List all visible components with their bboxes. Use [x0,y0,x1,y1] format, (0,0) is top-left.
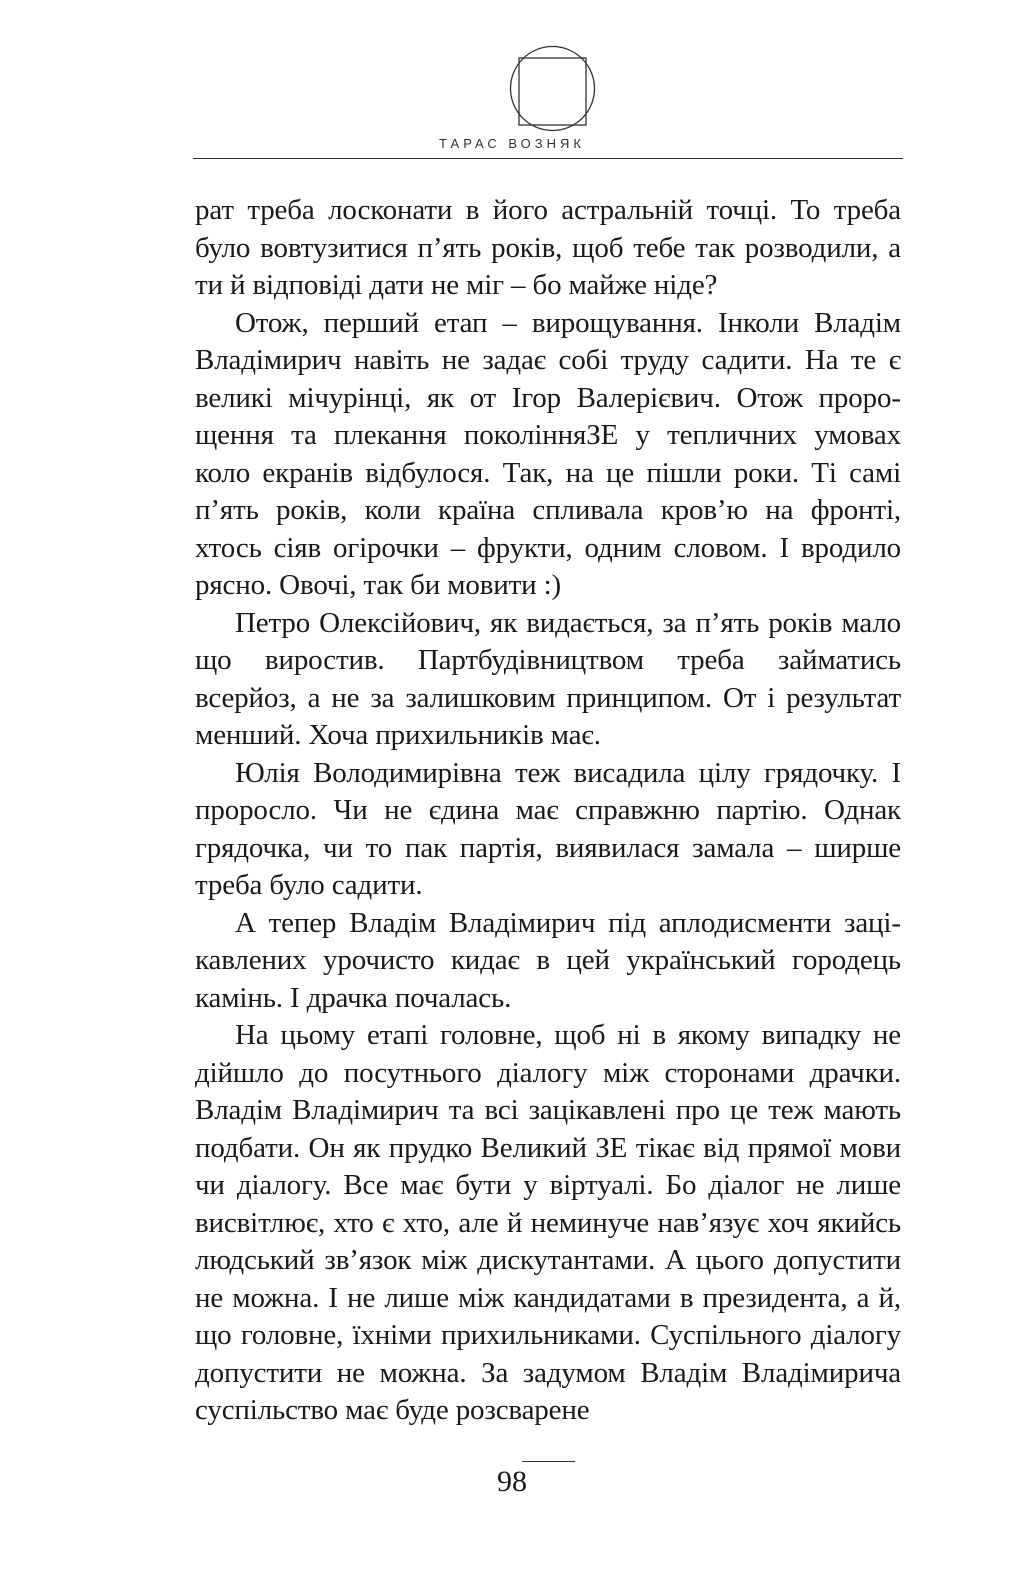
circle-square-logo-icon [509,45,596,132]
header-divider [193,158,903,159]
page-number: 98 [497,1465,527,1498]
paragraph: На цьому етапі головне, щоб ні в якому випадку не дійшло до посутнього діалогу між сторонами драчки. Владім Владімирич та всі зацікавлені про це теж мають подбати. Он як прудко Великий ЗЕ тікає від прямої мови чи діалогу. Все має бути у віртуалі. Бо діалог не лише висвітлює, хто є хто, але й неминуче нав’язує хоч якийсь людський зв’язок між дискутантами. А цього допустити не можна. І не лише між кандидатами в президента, а й, що головне, їхніми прихильниками. Суспільного діалогу допустити не можна. За задумом Владім Владімирича суспільство має буде розсварене [195,1019,901,1426]
paragraph: Петро Олексійович, як видається, за п’ять років мало що виростив. Партбудівництвом треба займатись всерйоз, а не за залишковим принципом. От і результат менший. Хоча прихильників має. [195,606,901,751]
paragraph: Юлія Володимирівна теж висадила цілу грядочку. І проросло. Чи не єдина має справжню партію. Однак грядочка, чи то пак партія, виявилася замала – ширше треба було садити. [195,756,901,901]
paragraph: рат треба лосконати в його астральній точці. То треба було вовтузитися п’ять років, щоб тебе так розводили, а ти й відповіді дати не міг – бо майже ніде? [195,194,901,301]
paragraph: Отож, перший етап – вирощування. Інколи Владім Владімирич навіть не задає собі труду садити. На те є великі мічурінці, як от Ігор Валерієвич. Отож пророщення та плекання поколінняЗЕ у тепличних умовах коло екранів відбулося. Так, на це пішли роки. Ті самі п’ять років, коли країна спливала кров’ю на фронті, хтось сіяв огірочки – фрукти, одним словом. І вродило рясно. Овочі, так би мовити :) [195,306,901,601]
body-text [195,192,901,1430]
paragraph: А тепер Владім Владімирич під аплодисменти зацікавлених урочисто кидає в цей український городець камінь. І драчка почалась. [195,906,901,1014]
footer-divider [522,1461,575,1462]
running-head-author: ТАРАС ВОЗНЯК [439,136,585,151]
